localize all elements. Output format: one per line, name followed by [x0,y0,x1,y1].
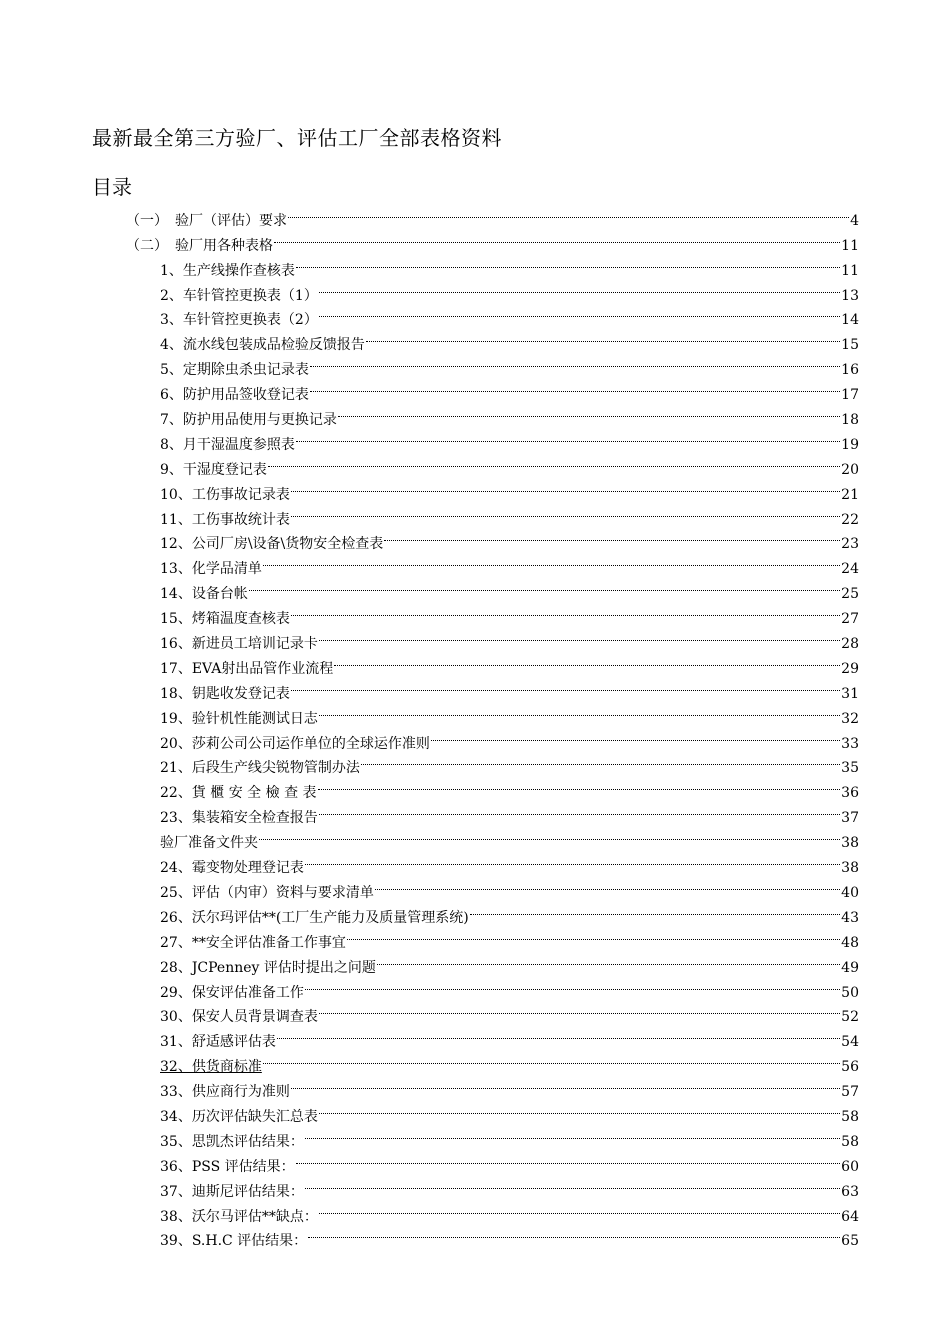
toc-entry[interactable] [0,1171,950,1200]
toc-entry-label[interactable]: 36、PSS 评估结果： [160,1158,295,1175]
toc-entry[interactable] [0,1071,950,1101]
toc-entry-row [160,1221,859,1255]
toc-dot-leader [319,1096,840,1121]
toc-entry-page-number[interactable]: 63 [841,1183,859,1200]
toc-entry[interactable] [0,424,950,453]
toc-entry-page-number[interactable]: 49 [841,959,859,976]
toc-entry-label[interactable]: 19、验针机性能测试日志 [160,710,318,727]
toc-entry-page-number[interactable]: 35 [841,760,859,777]
toc-entry-label[interactable]: 25、评估（内审）资料与要求清单 [160,884,374,901]
toc-entry-page-number[interactable]: 50 [841,984,859,1001]
toc-entry[interactable] [0,1021,950,1051]
toc-entry-label[interactable]: 24、霉变物处理登记表 [160,860,304,877]
toc-entry-page-number[interactable]: 31 [841,685,859,702]
toc-entry[interactable] [0,772,950,802]
toc-dot-leader [338,399,840,424]
toc-entry[interactable] [0,797,950,827]
toc-heading: 目录 [92,175,132,199]
toc-entry[interactable] [0,872,950,901]
toc-dot-leader [319,698,840,723]
toc-entry[interactable] [0,1096,950,1125]
toc-entry[interactable] [0,374,950,404]
toc-entry-label[interactable]: 32、供货商标准 [160,1059,262,1076]
toc-dot-leader [377,947,840,972]
toc-entry-label[interactable]: 13、化学品清单 [160,561,262,578]
toc-dot-leader [347,922,840,947]
toc-dot-leader [263,548,840,573]
toc-dot-leader [431,723,840,748]
toc-entry-label[interactable]: 28、JCPenney 评估时提出之问题 [160,959,376,976]
toc-entry-page-number[interactable]: 11 [841,237,859,254]
toc-entry-label[interactable]: 30、保安人员背景调查表 [160,1009,318,1026]
toc-entry[interactable] [0,997,950,1026]
toc-entry-page-number[interactable]: 23 [841,536,859,553]
toc-dot-leader [296,424,840,449]
toc-entry-page-number[interactable]: 24 [841,561,859,578]
toc-dot-leader [305,972,840,997]
toc-entry[interactable] [0,972,950,1001]
toc-entry[interactable] [0,250,950,279]
toc-entry-label[interactable]: 14、设备台帐 [160,586,248,603]
toc-dot-leader [375,872,840,897]
toc-dot-leader [319,300,840,325]
toc-entry[interactable] [0,897,950,926]
toc-dot-leader [334,648,840,673]
toc-dot-leader [288,200,849,225]
toc-entry[interactable] [0,1221,950,1250]
toc-entry-label[interactable]: 3、车针管控更换表（2） [160,312,318,329]
toc-entry-label[interactable]: 26、沃尔玛评估**(工厂生产能力及质量管理系统) [160,909,469,926]
toc-dot-leader [319,997,840,1022]
toc-dot-leader [274,225,840,250]
toc-dot-leader [291,1071,840,1096]
toc-entry[interactable] [0,524,950,553]
toc-entry-label[interactable]: 35、思凯杰评估结果： [160,1133,304,1150]
toc-entry-page-number[interactable]: 43 [841,909,859,926]
toc-dot-leader [296,250,840,275]
toc-entry-label[interactable]: 17、EVA射出品管作业流程 [160,660,334,677]
toc-dot-leader [319,1196,840,1221]
toc-entry-label[interactable]: 22、貨 櫃 安 全 檢 查 表 [160,785,317,802]
toc-dot-leader [263,1046,840,1071]
toc-entry-page-number[interactable]: 28 [841,636,859,653]
toc-entry[interactable] [0,623,950,653]
toc-dot-leader [470,897,840,922]
toc-entry[interactable] [0,1046,950,1076]
toc-entry-label[interactable]: 4、流水线包装成品检验反馈报告 [160,337,365,354]
toc-entry-page-number[interactable]: 32 [841,710,859,727]
toc-dot-leader [291,598,840,623]
toc-entry-page-number[interactable]: 57 [841,1084,859,1101]
toc-entry-label[interactable]: 29、保安评估准备工作 [160,984,304,1001]
toc-entry[interactable] [0,847,950,877]
toc-entry-page-number[interactable]: 15 [841,337,859,354]
toc-dot-leader [319,623,840,648]
toc-entry-page-number[interactable]: 22 [841,511,859,528]
toc-entry[interactable] [0,1196,950,1225]
toc-entry-label[interactable]: 15、烤箱温度查核表 [160,611,290,628]
toc-entry[interactable] [0,225,950,254]
toc-entry-label[interactable]: 37、迪斯尼评估结果： [160,1183,304,1200]
toc-dot-leader [308,1221,840,1246]
toc-entry-label[interactable]: 9、干湿度登记表 [160,461,267,478]
toc-entry-label[interactable]: 23、集装箱安全检查报告 [160,810,318,827]
toc-entry[interactable] [0,275,950,304]
toc-entry-label[interactable]: 21、后段生产线尖锐物管制办法 [160,760,360,777]
toc-entry[interactable] [0,449,950,478]
toc-dot-leader [268,449,840,474]
toc-entry[interactable] [0,598,950,628]
toc-entry-label[interactable]: 5、定期除虫杀虫记录表 [160,362,309,379]
toc-dot-leader [319,275,840,300]
toc-dot-leader [319,797,840,822]
toc-entry[interactable] [0,474,950,503]
toc-entry-label[interactable]: 27、**安全评估准备工作事宜 [160,934,346,951]
toc-entry[interactable] [0,822,950,852]
toc-dot-leader [305,847,840,872]
toc-entry[interactable] [0,300,950,329]
toc-entry-label[interactable]: 34、历次评估缺失汇总表 [160,1108,318,1125]
table-of-contents [0,200,950,1250]
toc-entry-label[interactable]: 6、防护用品签收登记表 [160,387,309,404]
toc-entry[interactable] [0,723,950,752]
toc-entry-page-number[interactable]: 18 [841,412,859,429]
toc-entry[interactable] [0,573,950,603]
toc-entry-page-number[interactable]: 60 [841,1158,859,1175]
toc-dot-leader [277,1021,840,1046]
toc-entry-label[interactable]: 1、生产线操作查核表 [160,262,295,279]
toc-entry[interactable] [0,922,950,951]
toc-entry-label[interactable]: 7、防护用品使用与更换记录 [160,412,337,429]
toc-entry-page-number[interactable]: 38 [841,835,859,852]
toc-entry[interactable] [0,947,950,976]
toc-entry-label[interactable]: 39、S.H.C 评估结果： [160,1233,308,1250]
toc-entry[interactable] [0,324,950,354]
toc-entry[interactable] [0,698,950,727]
document-title: 最新最全第三方验厂、评估工厂全部表格资料 [92,126,502,150]
toc-dot-leader [259,822,840,847]
toc-entry-page-number[interactable]: 48 [841,934,859,951]
toc-entry[interactable] [0,673,950,702]
toc-entry[interactable] [0,1146,950,1175]
toc-entry-label[interactable]: 8、月干湿温度参照表 [160,436,295,453]
toc-entry[interactable] [0,548,950,578]
toc-entry-page-number[interactable]: 4 [850,212,859,229]
toc-dot-leader [305,1171,840,1196]
toc-dot-leader [310,374,840,399]
toc-entry-label[interactable]: 38、沃尔马评估**缺点： [160,1208,318,1225]
toc-entry[interactable] [0,399,950,429]
toc-entry-page-number[interactable]: 13 [841,287,859,304]
toc-entry-page-number[interactable]: 58 [841,1108,859,1125]
toc-entry-page-number[interactable]: 65 [841,1233,859,1250]
toc-entry-label[interactable]: 2、车针管控更换表（1） [160,287,318,304]
toc-entry-label[interactable]: 验厂准备文件夹 [160,835,258,852]
toc-dot-leader [296,1146,841,1171]
toc-dot-leader [361,748,840,773]
toc-dot-leader [291,673,840,698]
toc-entry[interactable] [0,648,950,677]
toc-entry-label[interactable]: （二） 验厂用各种表格 [126,237,273,254]
toc-entry-label[interactable]: 11、工伤事故统计表 [160,511,290,528]
toc-entry-page-number[interactable]: 11 [841,262,859,279]
toc-dot-leader [384,524,840,549]
toc-dot-leader [305,1121,840,1146]
toc-entry-page-number[interactable]: 56 [841,1059,859,1076]
toc-dot-leader [318,772,841,797]
toc-entry[interactable] [0,200,950,229]
toc-entry-page-number[interactable]: 40 [841,884,859,901]
toc-entry-label[interactable]: 16、新进员工培训记录卡 [160,636,318,653]
toc-entry-page-number[interactable]: 52 [841,1009,859,1026]
toc-entry[interactable] [0,748,950,777]
toc-entry-label[interactable]: 18、钥匙收发登记表 [160,685,290,702]
toc-entry-label[interactable]: （一） 验厂（评估）要求 [126,212,287,229]
toc-entry-page-number[interactable]: 19 [841,436,859,453]
toc-entry-page-number[interactable]: 37 [841,810,859,827]
toc-entry-label[interactable]: 33、供应商行为准则 [160,1084,290,1101]
toc-dot-leader [291,474,840,499]
toc-entry[interactable] [0,499,950,528]
toc-entry[interactable] [0,1121,950,1150]
toc-entry-page-number[interactable]: 54 [841,1034,859,1051]
toc-entry-page-number[interactable]: 29 [841,660,859,677]
toc-entry-label[interactable]: 10、工伤事故记录表 [160,486,290,503]
toc-entry-page-number[interactable]: 21 [841,486,859,503]
toc-entry-page-number[interactable]: 20 [841,461,859,478]
toc-entry-label[interactable]: 20、莎莉公司公司运作单位的全球运作准则 [160,735,430,752]
toc-entry-page-number[interactable]: 17 [841,387,859,404]
toc-entry-page-number[interactable]: 16 [841,362,859,379]
toc-entry-page-number[interactable]: 36 [841,785,859,802]
toc-entry-page-number[interactable]: 27 [841,611,859,628]
toc-entry-page-number[interactable]: 64 [841,1208,859,1225]
toc-entry[interactable] [0,349,950,379]
toc-dot-leader [291,499,840,524]
toc-entry-label[interactable]: 12、公司厂房\设备\货物安全检查表 [160,536,384,553]
toc-entry-page-number[interactable]: 33 [841,735,859,752]
toc-entry-page-number[interactable]: 25 [841,586,859,603]
toc-dot-leader [249,573,840,598]
toc-entry-page-number[interactable]: 58 [841,1133,859,1150]
toc-entry-page-number[interactable]: 38 [841,860,859,877]
toc-entry-page-number[interactable]: 14 [841,312,859,329]
toc-dot-leader [310,349,840,374]
toc-dot-leader [366,324,840,349]
toc-entry-label[interactable]: 31、舒适感评估表 [160,1034,276,1051]
